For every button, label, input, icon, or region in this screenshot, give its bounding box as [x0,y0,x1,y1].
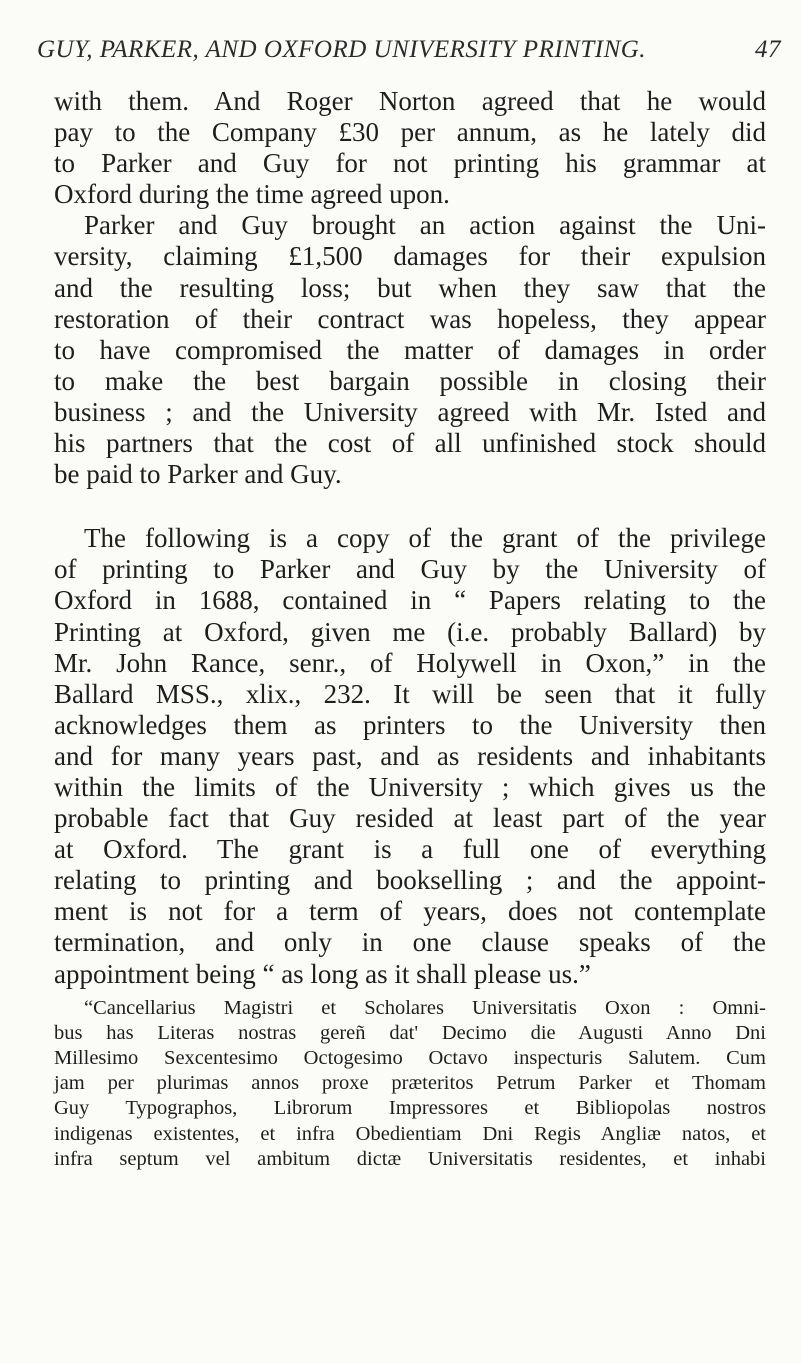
text-line: The following is a copy of the grant of the privilege [84,523,766,554]
text-line: Oxford in 1688, contained in “ Papers relating to the [54,585,766,616]
text-line: within the limits of the University ; which gives us the [54,771,766,802]
text-line: versity, claiming £1,500 damages for their expulsion [54,241,766,272]
text-line: Printing at Oxford, given me (i.e. probably Ballard) by [54,616,766,647]
paragraph-1 [54,86,766,210]
text-line: relating to printing and bookselling ; and the appoint- [54,865,766,896]
quote-line: “Cancellarius Magistri et Scholares Universitatis Oxon : Omni- [84,996,766,1019]
body-text [54,86,766,1172]
text-line: with them. And Roger Norton agreed that he would [54,86,766,116]
paragraph-gap [54,490,766,523]
paragraph-2 [54,210,766,490]
text-line: and for many years past, and as residents and inhabitants [54,740,766,771]
text-line: restoration of their contract was hopeless, they appear [54,303,766,334]
running-title: GUY, PARKER, AND OXFORD UNIVERSITY PRINTING. [37,36,647,63]
page-number: 47 [755,36,781,63]
text-line: to have compromised the matter of damages in order [54,334,766,365]
text-line: pay to the Company £30 per annum, as he lately did [54,117,766,148]
quote-line: infra septum vel ambitum dictæ Universitatis residentes, et inhabi [54,1147,766,1170]
text-line: appointment being “ as long as it shall please us.” [54,958,591,989]
text-line: Parker and Guy brought an action against the Uni- [84,210,766,241]
paragraph-3 [54,523,766,989]
quote-line: bus has Literas nostras gereñ dat' Decimo die Augusti Anno Dni [54,1021,766,1044]
text-line: to Parker and Guy for not printing his grammar at [54,148,766,179]
text-line: of printing to Parker and Guy by the University of [54,554,766,585]
text-line: to make the best bargain possible in closing their [54,365,766,396]
latin-grant-quote [54,996,766,1172]
text-line: and the resulting loss; but when they saw that the [54,272,766,303]
text-line: acknowledges them as printers to the University then [54,709,766,740]
text-line: probable fact that Guy resided at least part of the year [54,803,766,834]
text-line: his partners that the cost of all unfinished stock should [54,428,766,459]
running-header [37,36,781,64]
text-line: Oxford during the time agreed upon. [54,179,450,210]
quote-line: jam per plurimas annos proxe præteritos Petrum Parker et Thomam [54,1072,766,1095]
text-line: business ; and the University agreed with Mr. Isted and [54,396,766,427]
text-line: be paid to Parker and Guy. [54,459,342,490]
text-line: ment is not for a term of years, does not contemplate [54,896,766,927]
text-line: termination, and only in one clause speaks of the [54,927,766,958]
text-line: Ballard MSS., xlix., 232. It will be seen that it fully [54,678,766,709]
quote-line: Millesimo Sexcentesimo Octogesimo Octavo inspecturis Salutem. Cum [54,1047,766,1069]
text-line: at Oxford. The grant is a full one of everything [54,834,766,865]
quote-line: Guy Typographos, Librorum Impressores et Bibliopolas nostros [54,1097,766,1120]
quote-line: indigenas existentes, et infra Obedientiam Dni Regis Angliæ natos, et [54,1122,766,1145]
text-line: Mr. John Rance, senr., of Holywell in Oxon,” in the [54,647,766,678]
